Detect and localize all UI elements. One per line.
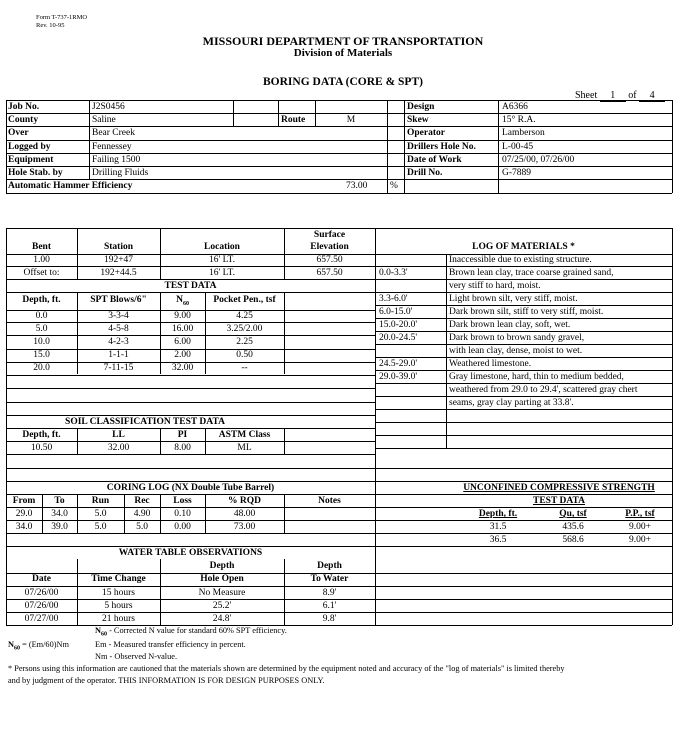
spt-blows-cell: 7-11-15 <box>103 363 134 373</box>
rec-cell: 4.90 <box>133 509 151 519</box>
to-cell: 39.0 <box>51 522 68 532</box>
drill-no-label: Drill No. <box>407 168 443 178</box>
pocket-pen-cell: -- <box>241 363 248 373</box>
run-cell: 5.0 <box>94 509 107 519</box>
skew-label: Skew <box>407 115 429 125</box>
disclaimer-line-1: * Persons using this information are cautioned that the materials shown are determined by the equipment noted and accuracy of the "log of materials" is limited thereby <box>8 664 565 673</box>
soil-classification-title: SOIL CLASSIFICATION TEST DATA <box>65 417 225 427</box>
coring-log-title: CORING LOG (NX Double Tube Barrel) <box>106 483 275 493</box>
log-description-cell: with lean clay, dense, moist to wet. <box>449 346 583 356</box>
log-depth-cell: 0.0-3.3' <box>379 268 408 278</box>
rec-header: Rec <box>134 496 150 506</box>
from-cell: 29.0 <box>15 509 33 519</box>
drillers-hole-value: L-00-45 <box>502 142 534 152</box>
pocket-pen-cell: 3.25/2.00 <box>226 324 263 334</box>
hole-open-cell: No Measure <box>198 588 246 598</box>
department-title: MISSOURI DEPARTMENT OF TRANSPORTATION <box>202 34 484 48</box>
log-of-materials-title: LOG OF MATERIALS * <box>472 242 575 252</box>
job-no-label: Job No. <box>8 102 40 112</box>
rqd-cell: 48.00 <box>233 509 256 519</box>
over-value: Bear Creek <box>92 128 135 138</box>
water-date-cell: 07/27/00 <box>24 614 59 624</box>
loss-cell: 0.00 <box>174 522 191 532</box>
em-footnote: Em - Measured transfer efficiency in percent. <box>95 640 246 649</box>
from-cell: 34.0 <box>15 522 33 532</box>
job-no-value: J2S0456 <box>92 102 125 112</box>
log-depth-cell: 29.0-39.0' <box>379 372 418 382</box>
n60-formula: $N_{60} = (Em/60)Nm$ <box>8 640 69 652</box>
spt-blows-cell: 4-5-8 <box>108 324 129 334</box>
bent-header: Bent <box>32 242 51 252</box>
ucs-title: UNCONFINED COMPRESSIVE STRENGTH <box>463 483 655 493</box>
rqd-cell: 73.00 <box>233 522 256 532</box>
time-change-cell: 5 hours <box>104 601 133 611</box>
log-description-cell: Weathered limestone. <box>449 359 532 369</box>
spt-blows-cell: 4-2-3 <box>108 337 129 347</box>
loss-header: Loss <box>173 496 192 506</box>
skew-value: 15° R.A. <box>502 115 536 125</box>
log-description-cell: Inaccessible due to existing structure. <box>449 255 592 265</box>
pocket-pen-cell: 0.50 <box>236 350 253 360</box>
operator-value: Lamberson <box>502 128 545 138</box>
design-label: Design <box>407 102 435 112</box>
n60-cell: 2.00 <box>174 350 191 360</box>
test-depth-header: Depth, ft. <box>22 295 61 305</box>
hole-stab-label: Hole Stab. by <box>8 168 63 178</box>
hammer-efficiency-label: Automatic Hammer Efficiency <box>8 181 133 191</box>
design-value: A6366 <box>502 102 528 112</box>
pi-header: PI <box>177 430 188 440</box>
drillers-hole-label: Drillers Hole No. <box>407 142 476 152</box>
ucs-pp-header: P.P., tsf <box>625 509 655 519</box>
log-depth-cell: 3.3-6.0' <box>379 294 408 304</box>
notes-header: Notes <box>318 496 341 506</box>
to-water-cell: 9.8' <box>322 614 337 624</box>
sheet-indicator: Sheet 1 of 4 <box>575 90 665 102</box>
test-depth-cell: 10.0 <box>33 337 50 347</box>
log-depth-cell: 24.5-29.0' <box>379 359 418 369</box>
time-change-cell: 15 hours <box>102 588 135 598</box>
water-date-cell: 07/26/00 <box>24 588 59 598</box>
log-description-cell: very stiff to hard, moist. <box>449 281 541 291</box>
date-of-work-value: 07/25/00, 07/26/00 <box>502 155 575 165</box>
county-value: Saline <box>92 115 116 125</box>
hole-open-cell: 24.8' <box>212 614 232 624</box>
log-description-cell: Gray limestone, hard, thin to medium bedded, <box>449 372 624 382</box>
n60-header: $N_{60}$ <box>176 295 189 307</box>
water-date-header: Date <box>32 574 51 584</box>
spt-blows-cell: 1-1-1 <box>108 350 129 360</box>
ucs-depth-cell: 36.5 <box>489 535 507 545</box>
nm-footnote: Nm - Observed N-value. <box>95 652 178 661</box>
pocket-pen-cell: 2.25 <box>236 337 253 347</box>
log-description-cell: weathered from 29.0 to 29.4', scattered gray chert <box>449 385 638 395</box>
depth-hole-open-header-1: Depth <box>209 561 235 571</box>
qu-cell: 568.6 <box>562 535 584 545</box>
ucs-depth-cell: 31.5 <box>489 522 507 532</box>
to-water-cell: 8.9' <box>322 588 337 598</box>
depth-to-water-header-2: To Water <box>310 574 349 584</box>
location-value: 16' LT. <box>209 255 235 265</box>
division-title: Division of Materials <box>293 47 393 59</box>
soil-depth-value: 10.50 <box>30 443 53 453</box>
water-date-cell: 07/26/00 <box>24 601 59 611</box>
test-depth-cell: 15.0 <box>33 350 50 360</box>
n60-cell: 6.00 <box>174 337 191 347</box>
offset-elevation: 657.50 <box>316 268 343 278</box>
offset-label: Offset to: <box>23 268 60 278</box>
depth-hole-open-header-2: Hole Open <box>200 574 244 584</box>
log-description-cell: Dark brown to brown sandy gravel, <box>449 333 585 343</box>
drill-no-value: G-7889 <box>502 168 532 178</box>
run-header: Run <box>91 496 110 506</box>
hammer-efficiency-value: 73.00 <box>346 181 368 191</box>
log-description-cell: seams, gray clay parting at 33.8'. <box>449 398 574 408</box>
elevation-value: 657.50 <box>316 255 343 265</box>
from-header: From <box>12 496 36 506</box>
station-header: Station <box>103 242 134 252</box>
operator-label: Operator <box>407 128 445 138</box>
offset-station: 192+44.5 <box>100 268 137 278</box>
route-value: M <box>346 115 356 125</box>
loss-cell: 0.10 <box>174 509 191 519</box>
location-header: Location <box>204 242 240 252</box>
hole-open-cell: 25.2' <box>212 601 232 611</box>
test-depth-cell: 5.0 <box>35 324 48 334</box>
spt-blows-cell: 3-3-4 <box>108 311 129 321</box>
test-depth-cell: 0.0 <box>35 311 48 321</box>
pocket-pen-header: Pocket Pen., tsf <box>213 295 276 305</box>
surface-header: Surface <box>313 230 346 240</box>
soil-depth-header: Depth, ft. <box>22 430 61 440</box>
ucs-pp-cell: 9.00+ <box>629 522 651 532</box>
run-cell: 5.0 <box>94 522 107 532</box>
over-label: Over <box>8 128 29 138</box>
ucs-depth-header: Depth, ft. <box>478 509 518 519</box>
disclaimer-line-2: and by judgment of the operator. THIS INFORMATION IS FOR DESIGN PURPOSES ONLY. <box>8 676 325 685</box>
log-description-cell: Brown lean clay, trace coarse grained sand, <box>449 268 614 278</box>
log-depth-cell: 6.0-15.0' <box>379 307 413 317</box>
elevation-header: Elevation <box>310 242 349 252</box>
spt-blows-header: SPT Blows/6" <box>90 295 147 305</box>
job-info-table <box>6 100 672 194</box>
to-header: To <box>54 496 65 506</box>
test-data-title: TEST DATA <box>164 281 217 291</box>
to-cell: 34.0 <box>51 509 68 519</box>
logged-by-value: Fennessey <box>92 142 132 152</box>
ll-value: 32.00 <box>107 443 130 453</box>
offset-location: 16' LT. <box>209 268 235 278</box>
report-title: BORING DATA (CORE & SPT) <box>263 76 423 88</box>
n60-footnote: $N_{60}$ - Corrected N value for standard 60% SPT efficiency. <box>95 626 287 638</box>
equipment-label: Equipment <box>8 155 54 165</box>
test-depth-cell: 20.0 <box>33 363 50 373</box>
county-label: County <box>8 115 39 125</box>
n60-cell: 9.00 <box>174 311 191 321</box>
ll-header: LL <box>112 430 125 440</box>
water-table-title: WATER TABLE OBSERVATIONS <box>118 548 263 558</box>
boring-data-table <box>6 228 672 626</box>
astm-class-header: ASTM Class <box>218 430 271 440</box>
qu-header: Qu, tsf <box>559 509 587 519</box>
date-of-work-label: Date of Work <box>407 155 462 165</box>
log-description-cell: Light brown silt, very stiff, moist. <box>449 294 578 304</box>
pi-value: 8.00 <box>174 443 191 453</box>
depth-to-water-header-1: Depth <box>317 561 342 571</box>
log-description-cell: Dark brown silt, stiff to very stiff, moist. <box>449 307 604 317</box>
astm-class-value: ML <box>237 443 252 453</box>
to-water-cell: 6.1' <box>322 601 337 611</box>
bent-value: 1.00 <box>33 255 50 265</box>
pocket-pen-cell: 4.25 <box>236 311 253 321</box>
qu-cell: 435.6 <box>562 522 584 532</box>
logged-by-label: Logged by <box>8 142 51 152</box>
form-number: Form T-737-1RMO Rev. 10-95 <box>36 14 88 29</box>
ucs-pp-cell: 9.00+ <box>629 535 651 545</box>
log-depth-cell: 20.0-24.5' <box>379 333 418 343</box>
rec-cell: 5.0 <box>136 522 148 532</box>
time-change-cell: 21 hours <box>102 614 135 624</box>
n60-cell: 16.00 <box>171 324 194 334</box>
equipment-value: Failing 1500 <box>92 155 141 165</box>
percent-sign: % <box>390 181 398 191</box>
ucs-test-data-title: TEST DATA <box>532 496 585 506</box>
station-value: 192+47 <box>103 255 134 265</box>
log-depth-cell: 15.0-20.0' <box>379 320 418 330</box>
time-change-header: Time Change <box>91 574 146 584</box>
n60-cell: 32.00 <box>171 363 194 373</box>
log-description-cell: Dark brown lean clay, soft, wet. <box>449 320 571 330</box>
route-label: Route <box>281 115 306 125</box>
rqd-header: % RQD <box>228 496 261 506</box>
hole-stab-value: Drilling Fluids <box>92 168 149 178</box>
